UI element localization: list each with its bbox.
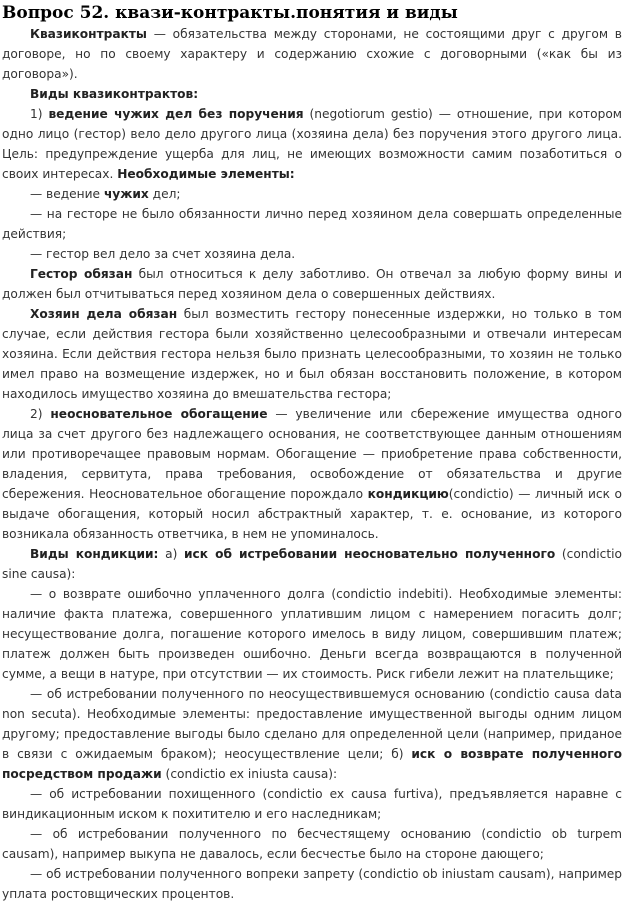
term-quasi-contracts: Квазиконтракты — [30, 27, 147, 41]
elements-label: Необходимые элементы: — [117, 167, 295, 181]
furtiva-paragraph: — об истребовании похищенного (condictio ex causa furtiva), предъявляется наравне с виндикационным иском к похитителю и его наследникам; — [2, 787, 622, 821]
enrichment-paragraph — [2, 404, 622, 544]
negotiorum-text: (negotiorum gestio) — отношение, при котором одно лицо (гестор) вело дело другого лица (хозяина дела) без поручения этого другого лица. Цель: предупреждение ущерба для лиц, не имеющих возможности самим позаботиться о своих интересах. — [2, 107, 623, 181]
indebiti-paragraph: — о возврате ошибочно уплаченного долга (condictio indebiti). Необходимые элементы: наличие факта платежа, совершенного уплатившим лицом с намерением погасить долг; несуществование долга, погашение которого имелось в виду лицом, совершившим платеж; платеж должен быть произведен ошибочно. Деньги всегда возвращаются в полученной сумме, а вещи в натуре, при отсутствии — их стоимость. Риск гибели лежит на плательщике; — [2, 587, 622, 681]
term-negotiorum: ведение чужих дел без поручения — [48, 107, 304, 121]
term-condictio: кондикцию — [367, 487, 449, 501]
item-number: 1) — [30, 107, 49, 121]
iniusta-causa-text: (condictio ex iniusta causa): — [161, 767, 338, 781]
term-enrichment: неосновательное обогащение — [50, 407, 268, 421]
sine-causa-text: (condictio sine causa): — [2, 547, 622, 581]
page-title: Вопрос 52. квази-контракты.понятия и виды — [2, 3, 458, 23]
term-sine-causa: иск об истребовании неосновательно полученного — [184, 547, 556, 561]
iniustam-paragraph: — об истребовании полученного вопреки запрету (condictio ob iniustam causam), например уплата ростовщических процентов. — [2, 867, 622, 901]
term-gestor: Гестор обязан — [30, 267, 133, 281]
types-heading-text: Виды квазиконтрактов: — [30, 87, 199, 101]
condictio-types-paragraph — [2, 544, 622, 584]
element-text: — ведение — [30, 187, 104, 201]
element-bold: чужих — [103, 187, 149, 201]
term-owner: Хозяин дела обязан — [30, 307, 178, 321]
term-iniusta-causa: иск о возврате полученного посредством продажи — [2, 747, 623, 781]
gestor-text: был относиться к делу заботливо. Он отвечал за любую форму вины и должен был отчитываться перед хозяином дела о совершенных действиях. — [2, 267, 622, 301]
types-heading — [2, 84, 622, 104]
negotiorum-paragraph — [2, 104, 622, 184]
owner-text: был возместить гестору понесенные издержки, но только в том случае, если действия гестора были хозяйственно целесообразными и отвечали интересам хозяина. Если действия гестора нельзя было признать целесообразными, то хозяин не только имел право на возмещение издержек, но и был обязан восстановить положение, в котором находилось имущество хозяина до вмешательства гестора; — [2, 307, 622, 401]
item-number: 2) — [30, 407, 51, 421]
definition-text: — обязательства между сторонами, не состоящими друг с другом в договоре, но по своему характеру и содержанию схожие с договорными («как бы из договора»). — [2, 27, 622, 81]
element-item: — на гесторе не было обязанности лично перед хозяином дела совершать определенные действия; — [2, 207, 622, 241]
condictio-types-heading: Виды кондикции: — [30, 547, 159, 561]
gestor-paragraph — [2, 264, 622, 304]
causa-data-text: — об истребовании полученного по неосуществившемуся основанию (condictio causa data non secuta). Необходимые элементы: предоставление имущественной выгоды одним лицом другому; предоставление выгоды было сделано для определенной цели (например, приданое в связи с ожидаемым браком); неосуществление цели; б) — [2, 687, 622, 761]
item-letter: а) — [158, 547, 184, 561]
definition-paragraph — [2, 24, 622, 84]
element-item — [2, 184, 622, 204]
causa-data-paragraph — [2, 684, 622, 784]
element-item: — гестор вел дело за счет хозяина дела. — [30, 247, 296, 261]
turpem-paragraph: — об истребовании полученного по бесчестящему основанию (condictio ob turpem causam), например выкупа не давалось, если бесчестье было на стороне дающего; — [2, 827, 622, 861]
enrichment-text: — увеличение или сбережение имущества одного лица за счет другого без надлежащего основания, не соответствующее данным отношениям или противоречащее правовым нормам. Обогащение — приобретение права собственности, владения, сервитута, права требования, освобождение от обязательства и другие сбережения. Неосновательное обогащение порождало — [2, 407, 622, 501]
element-text: дел; — [148, 187, 181, 201]
enrichment-tail: (condictio) — личный иск о выдаче обогащения, который носил абстрактный характер, т. е. основание, из которого возникала обязанность ответчика, в нем не упоминалось. — [2, 487, 622, 541]
owner-paragraph — [2, 304, 622, 404]
